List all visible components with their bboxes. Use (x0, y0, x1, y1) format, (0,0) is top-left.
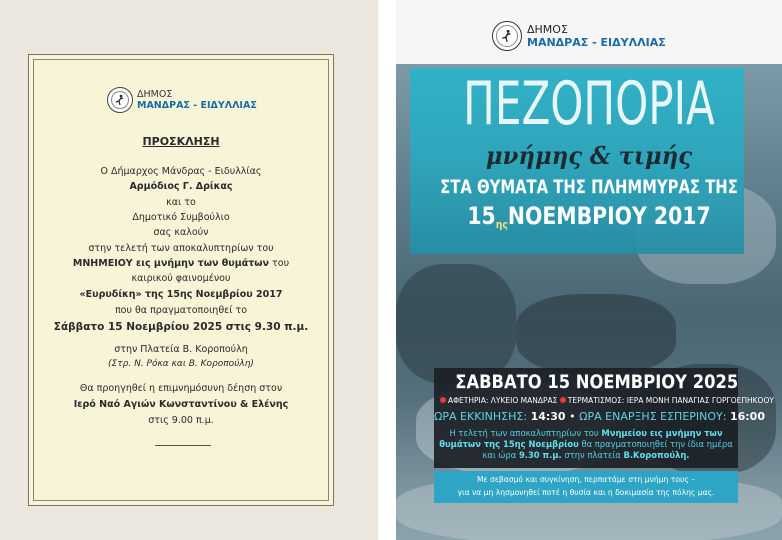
invitation-line: στην Πλατεία Β. Κοροπούλη (114, 344, 248, 355)
poster-line-2-sup: ης (495, 218, 508, 231)
invitation-line: (Στρ. Ν. Ρόκα και Β. Κοροπούλη) (108, 359, 254, 369)
invitation-line-monument (29, 258, 333, 269)
poster-line-2-num: 15 (467, 202, 496, 230)
monument-tail: του (269, 258, 290, 269)
invitation-line: Θα προηγηθεί η επιμνημόσυνη δέηση στον (79, 383, 283, 394)
invitation-line: που θα πραγματοποιηθεί το (114, 305, 248, 316)
invitation-line: Ιερό Ναό Αγιών Κωνσταντίνου & Ελένης (73, 399, 289, 410)
closing-line-1: Με σεβασμό και συγκίνηση, περπατάμε στη μνήμη τους – (476, 475, 696, 484)
logo-line-2: ΜΑΝΔΡΑΣ - ΕΙΔΥΛΛΙΑΣ (137, 100, 257, 111)
poster-title: ΠΕΖΟΠΟΡΙΑ (463, 69, 715, 139)
invitation-line: και το (166, 197, 196, 208)
ceremony-description (434, 428, 738, 461)
desc-part: 9.30 π.μ. (518, 450, 562, 460)
vespers-time: 16:00 (729, 410, 765, 423)
start-time-label: ΩΡΑ ΕΚΚΙΝΗΣΗΣ: (434, 410, 528, 423)
desc-part: Μνημείου εις μνήμην των θυμάτων της 15ης Νοεμβρίου (439, 428, 723, 449)
desc-part: στην πλατεία (561, 450, 624, 460)
municipality-seal-icon (492, 21, 522, 51)
start-time: 14:30 (530, 410, 566, 423)
poster-logo-line-1: ΔΗΜΟΣ (527, 23, 568, 36)
invitation-line: στις 9.00 π.μ. (148, 415, 214, 426)
location-pin-icon (560, 397, 566, 403)
invitation-line: καιρικού φαινομένου (131, 273, 231, 284)
invitation-line: Ο Δήμαρχος Μάνδρας - Ειδυλλίας (100, 166, 262, 177)
poster-municipality-logo (492, 20, 666, 52)
event-date: ΣΑΒΒΑΤΟ 15 ΝΟΕΜΒΡΙΟΥ 2025 (455, 371, 739, 393)
desc-part: Η τελετή των αποκαλυπτηρίων του (449, 428, 602, 438)
invitation-line: σας καλούν (153, 227, 209, 238)
monument-bold: ΜΝΗΜΕΙΟΥ εις μνήμην των θυμάτων (72, 258, 270, 269)
hiking-poster (396, 0, 782, 540)
route-info (440, 396, 774, 405)
invitation-title: ΠΡΟΣΚΛΗΣΗ (142, 135, 220, 148)
invitation-date: Σάββατο 15 Νοεμβρίου 2025 στις 9.30 π.μ. (53, 321, 309, 333)
invitation-line: Δημοτικό Συμβούλιο (132, 212, 230, 223)
poster-line-2 (425, 202, 753, 239)
location-pin-icon (440, 397, 446, 403)
poster-line-2-rest: ΝΟΕΜΒΡΙΟΥ 2017 (507, 202, 711, 230)
times-separator: • (569, 410, 576, 423)
logo-line-1: ΔΗΜΟΣ (137, 89, 173, 100)
invitation-panel (0, 0, 378, 540)
event-times (434, 410, 765, 424)
end-point: ΤΕΡΜΑΤΙΣΜΟΣ: ΙΕΡΑ ΜΟΝΗ ΠΑΝΑΓΙΑΣ ΓΟΡΓΟΕΠΗΚΟΟΥ (567, 396, 774, 405)
start-point: ΑΦΕΤΗΡΙΑ: ΛΥΚΕΙΟ ΜΑΝΔΡΑΣ (448, 396, 558, 405)
municipality-logo (107, 85, 257, 115)
invitation-line: στην τελετή των αποκαλυπτηρίων του (88, 243, 274, 254)
poster-logo-line-2: ΜΑΝΔΡΑΣ - ΕΙΔΥΛΛΙΑΣ (527, 36, 666, 49)
poster-line-1: ΣΤΑ ΘΥΜΑΤΑ ΤΗΣ ΠΛΗΜΜΥΡΑΣ ΤΗΣ (440, 176, 738, 198)
desc-part: θα πραγματοποιηθεί την ίδια ημέρα και ώρα (482, 439, 733, 460)
desc-part: Β.Κοροπούλη. (623, 450, 690, 460)
invitation-card (28, 54, 334, 506)
closing-line-2: για να μη λησμονηθεί ποτέ η θυσία και η δοκιμασία της πόλης μας. (457, 488, 715, 497)
signature-line (155, 445, 211, 446)
municipality-seal-icon (107, 87, 133, 113)
poster-subtitle: μνήμης & τιμής (485, 141, 693, 170)
vespers-time-label: ΩΡΑ ΕΝΑΡΞΗΣ ΕΣΠΕΡΙΝΟΥ: (579, 410, 727, 423)
invitation-line: Αρμόδιος Γ. Δρίκας (129, 181, 233, 192)
invitation-line: «Ευρυδίκη» της 15ης Νοεμβρίου 2017 (79, 289, 283, 300)
